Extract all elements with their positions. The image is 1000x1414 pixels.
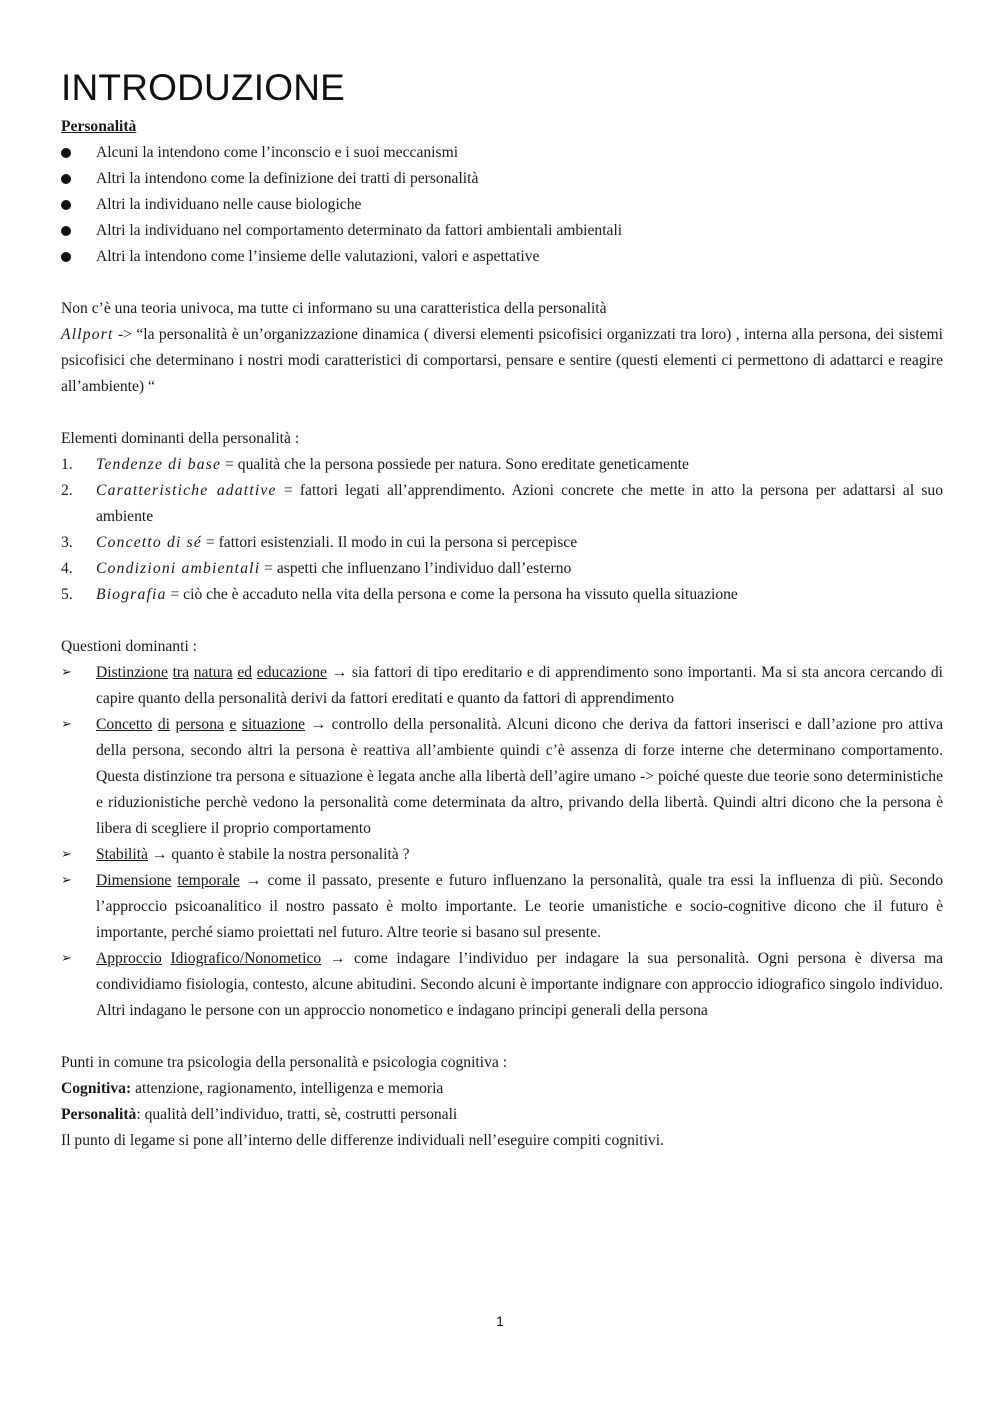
list-item: 2. Caratteristiche adattive = fattori legati all’apprendimento. Azioni concrete che mette in atto la persona per adattarsi al suo ambiente — [61, 482, 944, 525]
arrowhead-icon: ➢ — [61, 665, 72, 680]
allport-definition: -> “la personalità è un’organizzazione dinamica ( diversi elementi psicofisici organizzati tra loro) , interna alla persona, dei sistemi psicofisici che determinano i nostri modi caratteristici di comportarsi, pensare e sentire (questi elementi ci permettono di adattarci e reagire all’ambiente) “ — [61, 326, 943, 395]
intro-bullet-list — [61, 140, 943, 270]
allport-paragraph — [61, 322, 943, 400]
list-item: ➢ Concetto di persona e situazione → controllo della personalità. Alcuni dicono che deriva da fattori inserisci e dall’azione pro attiva della persona, secondo altri la persona è reattiva all’ambiente quindi c’è assenza di forze interne che determinano comportamento. Questa distinzione tra persona e situazione è legata anche alla libertà dell’agire umano -> poiché queste due teorie sono deterministiche e riduzionistiche perchè vedono la personalità come determinata da altro, privando della libertà. Quindi altri dicono che la persona è libera di scegliere il proprio comportamento — [61, 712, 943, 842]
list-item: Altri la intendono come la definizione dei tratti di personalità — [61, 166, 943, 192]
common-points-heading: Punti in comune tra psicologia della personalità e psicologia cognitiva : — [61, 1054, 508, 1071]
questions-heading: Questioni dominanti : — [61, 638, 198, 655]
list-item: ➢ Approccio Idiografico/Nonometico → come indagare l’individuo per indagare la sua personalità. Ogni persona è diversa ma condividiamo fisiologia, contesto, alcune abitudini. Secondo alcuni è importante indignare con approccio idiografico singolo individuo. Altri indagano le persone con un approccio nonometico e indagano principi generali della persona — [61, 946, 943, 1024]
bullet-icon — [61, 226, 71, 236]
bullet-icon — [61, 174, 71, 184]
bullet-icon — [61, 200, 71, 210]
list-item: ➢ Distinzione tra natura ed educazione → sia fattori di tipo ereditario e di apprendimento sono importanti. Ma si sta ancora cercando di capire quanto della personalità derivi da fattori ereditati e quanto da fattori di apprendimento — [61, 660, 943, 712]
elements-list — [61, 452, 943, 608]
no-theory-paragraph: Non c’è una teoria univoca, ma tutte ci informano su una caratteristica della personalità — [61, 300, 607, 317]
list-item: Alcuni la intendono come l’inconscio e i suoi meccanismi — [61, 140, 943, 166]
list-item: 4. Condizioni ambientali = aspetti che influenzano l’individuo dall’esterno — [61, 560, 572, 577]
cognitiva-line: Cognitiva: attenzione, ragionamento, intelligenza e memoria — [61, 1080, 444, 1097]
page-number: 1 — [496, 1313, 504, 1329]
arrowhead-icon: ➢ — [61, 847, 72, 862]
page-title: INTRODUZIONE — [61, 67, 346, 108]
section-heading: Personalità — [61, 118, 137, 135]
arrowhead-icon: ➢ — [61, 873, 72, 888]
questions-list — [61, 660, 943, 1024]
list-item: 1. Tendenze di base = qualità che la persona possiede per natura. Sono ereditate geneticamente — [61, 456, 689, 473]
bullet-icon — [61, 148, 71, 158]
closing-paragraph: Il punto di legame si pone all’interno delle differenze individuali nell’eseguire compiti cognitivi. — [61, 1132, 664, 1149]
list-item: ➢ Dimensione temporale → come il passato, presente e futuro influenzano la personalità, quale tra essi la influenza di più. Secondo l’approccio psicoanalitico il nostro passato è molto importante. Le teorie umanistiche e socio-cognitive dicono che il futuro è importante, perché siamo proiettati nel futuro. Altre teorie si basano sul presente. — [61, 868, 943, 946]
allport-name: Allport — [61, 326, 114, 343]
arrowhead-icon: ➢ — [61, 717, 72, 732]
list-item: 3. Concetto di sé = fattori esistenziali. Il modo in cui la persona si percepisce — [61, 534, 578, 551]
elements-heading: Elementi dominanti della personalità : — [61, 430, 300, 447]
personalita-line: Personalità: qualità dell’individuo, tratti, sè, costrutti personali — [61, 1106, 458, 1123]
list-item: 5. Biografia = ciò che è accaduto nella vita della persona e come la persona ha vissuto quella situazione — [61, 586, 738, 603]
arrowhead-icon: ➢ — [61, 951, 72, 966]
list-item: Altri la individuano nelle cause biologiche — [61, 192, 943, 218]
list-item: Altri la intendono come l’insieme delle valutazioni, valori e aspettative — [61, 244, 943, 270]
document-body — [61, 64, 943, 1154]
list-item: Altri la individuano nel comportamento determinato da fattori ambientali ambientali — [61, 218, 943, 244]
bullet-icon — [61, 252, 71, 262]
list-item: ➢ Stabilità → quanto è stabile la nostra personalità ? — [61, 842, 943, 868]
